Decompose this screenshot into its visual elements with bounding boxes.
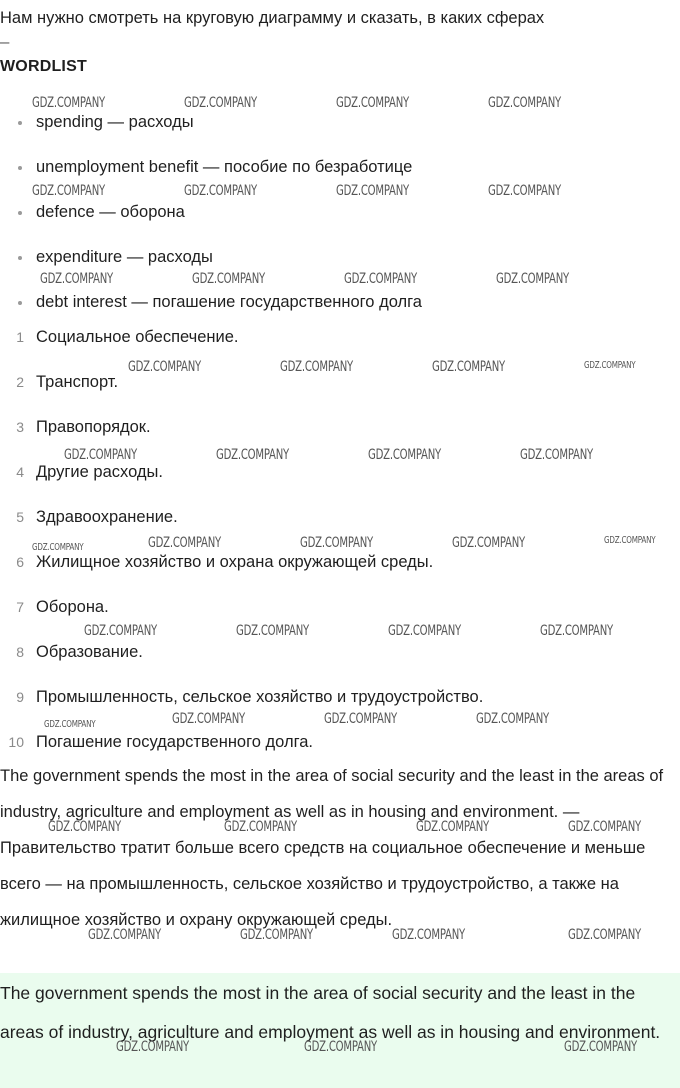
- wordlist-item: spending — расходы: [36, 113, 194, 131]
- list-number: 1: [16, 329, 24, 345]
- watermark: GDZ.COMPANY: [192, 271, 266, 287]
- watermark: GDZ.COMPANY: [236, 623, 310, 639]
- watermark: GDZ.COMPANY: [84, 623, 158, 639]
- watermark: GDZ.COMPANY: [540, 623, 614, 639]
- answer-text: The government spends the most in the area of social security and the least in the areas of industry, agriculture and employment as well as in housing and environment.: [0, 983, 661, 1042]
- watermark: GDZ.COMPANY: [304, 1039, 378, 1055]
- list-item: Транспорт.: [36, 373, 119, 391]
- cut-off-line: [0, 26, 180, 46]
- list-number: 8: [16, 644, 24, 660]
- watermark: GDZ.COMPANY: [368, 447, 442, 463]
- watermark: GDZ.COMPANY: [224, 819, 298, 835]
- watermark: GDZ.COMPANY: [40, 271, 114, 287]
- watermark: GDZ.COMPANY: [32, 542, 84, 553]
- wordlist-item: expenditure — расходы: [36, 248, 213, 266]
- watermark: GDZ.COMPANY: [416, 819, 490, 835]
- list-item: Социальное обеспечение.: [36, 328, 239, 346]
- watermark: GDZ.COMPANY: [172, 711, 246, 727]
- watermark: GDZ.COMPANY: [88, 927, 162, 943]
- list-item: Погашение государственного долга.: [36, 733, 314, 751]
- list-number: 7: [16, 599, 24, 615]
- watermark: GDZ.COMPANY: [336, 183, 410, 199]
- watermark: GDZ.COMPANY: [388, 623, 462, 639]
- watermark: GDZ.COMPANY: [32, 183, 106, 199]
- watermark: GDZ.COMPANY: [48, 819, 122, 835]
- watermark: GDZ.COMPANY: [568, 927, 642, 943]
- list-number: 5: [16, 509, 24, 525]
- list-number: 3: [16, 419, 24, 435]
- cut-off-text: _: [0, 26, 10, 44]
- wordlist-item: defence — оборона: [36, 203, 185, 221]
- watermark: GDZ.COMPANY: [44, 719, 96, 730]
- wordlist-item: debt interest — погашение государственного долга: [36, 293, 422, 311]
- watermark: GDZ.COMPANY: [392, 927, 466, 943]
- list-item: Жилищное хозяйство и охрана окружающей среды.: [36, 553, 434, 571]
- watermark: GDZ.COMPANY: [64, 447, 138, 463]
- watermark: GDZ.COMPANY: [520, 447, 594, 463]
- list-number: 6: [16, 554, 24, 570]
- watermark: GDZ.COMPANY: [344, 271, 418, 287]
- watermark: GDZ.COMPANY: [604, 535, 656, 546]
- watermark: GDZ.COMPANY: [496, 271, 570, 287]
- watermark: GDZ.COMPANY: [432, 359, 506, 375]
- watermark: GDZ.COMPANY: [184, 95, 258, 111]
- list-number: 4: [16, 464, 24, 480]
- watermark: GDZ.COMPANY: [488, 95, 562, 111]
- watermark: GDZ.COMPANY: [148, 535, 222, 551]
- watermark: GDZ.COMPANY: [324, 711, 398, 727]
- explanation-paragraph: The government spends the most in the area of social security and the least in the areas of industry, agriculture and employment as well as in housing and environment. — Правительство тратит больше всего средств на социальное обеспечение и меньше всего — на промышленность, сельское хозяйство и трудоустройство, а также на жилищное хозяйство и охрану окружающей среды.: [0, 767, 664, 929]
- watermark: GDZ.COMPANY: [568, 819, 642, 835]
- watermark: GDZ.COMPANY: [584, 360, 636, 371]
- list-item: Здравоохранение.: [36, 508, 178, 526]
- watermark: GDZ.COMPANY: [300, 535, 374, 551]
- watermark: GDZ.COMPANY: [280, 359, 354, 375]
- watermark: GDZ.COMPANY: [184, 183, 258, 199]
- watermark: GDZ.COMPANY: [488, 183, 562, 199]
- watermark: GDZ.COMPANY: [32, 95, 106, 111]
- list-number: 10: [8, 734, 24, 750]
- watermark: GDZ.COMPANY: [476, 711, 550, 727]
- watermark: GDZ.COMPANY: [116, 1039, 190, 1055]
- wordlist-item: unemployment benefit — пособие по безработице: [36, 158, 413, 176]
- list-item: Промышленность, сельское хозяйство и трудоустройство.: [36, 688, 484, 706]
- list-item: Правопорядок.: [36, 418, 151, 436]
- watermark: GDZ.COMPANY: [128, 359, 202, 375]
- watermark: GDZ.COMPANY: [336, 95, 410, 111]
- list-item: Оборона.: [36, 598, 109, 616]
- intro-text: Нам нужно смотреть на круговую диаграмму и сказать, в каких сферах: [0, 9, 545, 27]
- watermark: GDZ.COMPANY: [216, 447, 290, 463]
- watermark: GDZ.COMPANY: [240, 927, 314, 943]
- list-item: Другие расходы.: [36, 463, 163, 481]
- wordlist-heading: WORDLIST: [0, 58, 87, 75]
- watermark: GDZ.COMPANY: [564, 1039, 638, 1055]
- list-number: 2: [16, 374, 24, 390]
- watermark: GDZ.COMPANY: [452, 535, 526, 551]
- list-number: 9: [16, 689, 24, 705]
- list-item: Образование.: [36, 643, 143, 661]
